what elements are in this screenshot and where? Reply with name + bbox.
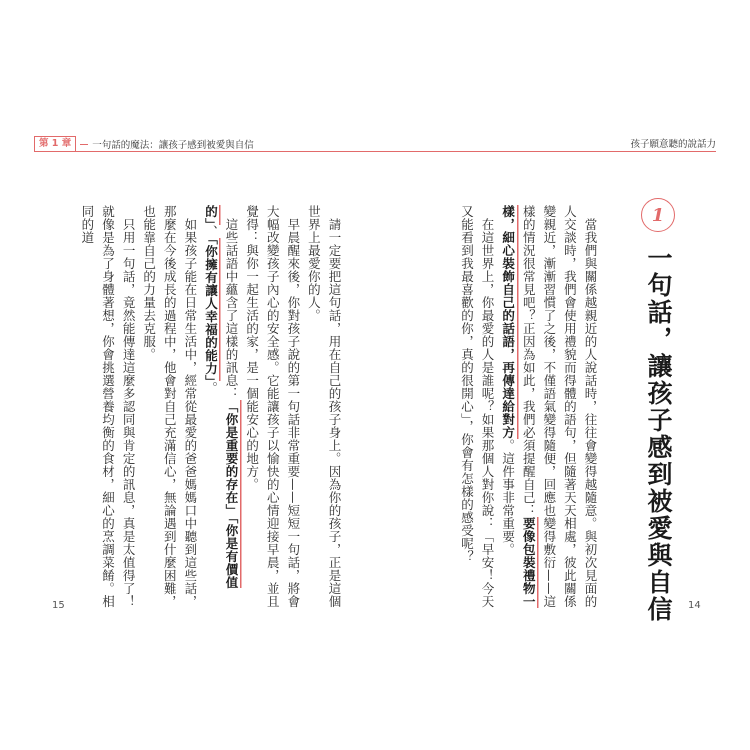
highlight-happiness-ability: 「你擁有讓人幸福的能力」 [203,237,219,382]
highlight-important-existence: 「你是重要的存在」 [224,399,240,517]
left-paragraph-1: 請一定要把這句話，用在自己的孩子身上。因為你的孩子，正是這個世界上最愛你的人。 [306,205,342,608]
right-paragraph-1 [497,205,600,615]
section-number-badge [641,198,675,232]
chapter-tag: 第 1 章 [34,136,76,152]
right-page-body [450,205,600,615]
right-paragraph-1-end: 。這件事非常重要。 [500,439,516,556]
right-page-number: 14 [688,600,701,611]
left-paragraph-3-end: 。 [203,381,219,395]
section-number: 1 [651,204,665,226]
left-paragraph-2: 早晨醒來後，你對孩子說的第一句話非常重要——短短一句話，將會大幅改變孩子內心的安全感。它能讓孩子以愉快的心情迎接早晨，並且覺得：與你一起生活的家，是一個能安心的地方。 [244,205,301,608]
right-paragraph-1-text: 當我們與關係越親近的人說話時，往往會變得越隨意。與初次見面的人交談時，我們會使用禮貌而得體的語句，但隨著天天相處，彼此關係變親近，漸漸習慣了之後，不僅語氣變得隨便，回應也變得敷衍——這樣的情況很常見吧？正因為如此，我們必須提醒自己： [521,205,598,608]
highlight-valuable: 「你是有價值的」 [203,205,240,589]
left-page-number: 15 [52,600,65,611]
left-paragraph-3 [200,205,241,615]
left-paragraph-4: 如果孩子能在日常生活中，經常從最愛的爸爸媽媽口中聽到這些話，那麼在今後成長的過程中，他會對自己充滿信心，無論遇到什麼困難，也能靠自己的力量去克服。 [141,205,198,608]
right-paragraph-2: 在這世界上，你最愛的人是誰呢？如果那個人對你說：「早安！今天又能看到我最喜歡的你，真的很開心」，你會有怎樣的感受呢？ [459,205,496,608]
header-divider [80,144,88,145]
highlight-wrap-words: 要像包裝禮物一樣，細心裝飾自己的話語，再傳達給對方 [500,205,537,608]
left-paragraph-5: 只用一句話，竟然能傳達這麼多認同與肯定的訊息，真是太值得了！就像是為了身體著想，你會挑選營養均衡的食材，細心的烹調菜餚。相同的道 [79,205,137,608]
left-paragraph-3-mid: 、 [203,224,219,238]
left-running-header [34,136,254,152]
left-page-body [60,205,344,615]
chapter-title: 一句話的魔法：讓孩子感到被愛與自信 [92,140,254,151]
right-running-header: 孩子願意聽的說話力 [630,139,716,150]
left-paragraph-3-start: 這些話語中蘊含了這樣的訊息： [224,217,240,400]
section-title: 一句話，讓孩子感到被愛與自信 [644,245,673,623]
header-rule [34,151,716,152]
